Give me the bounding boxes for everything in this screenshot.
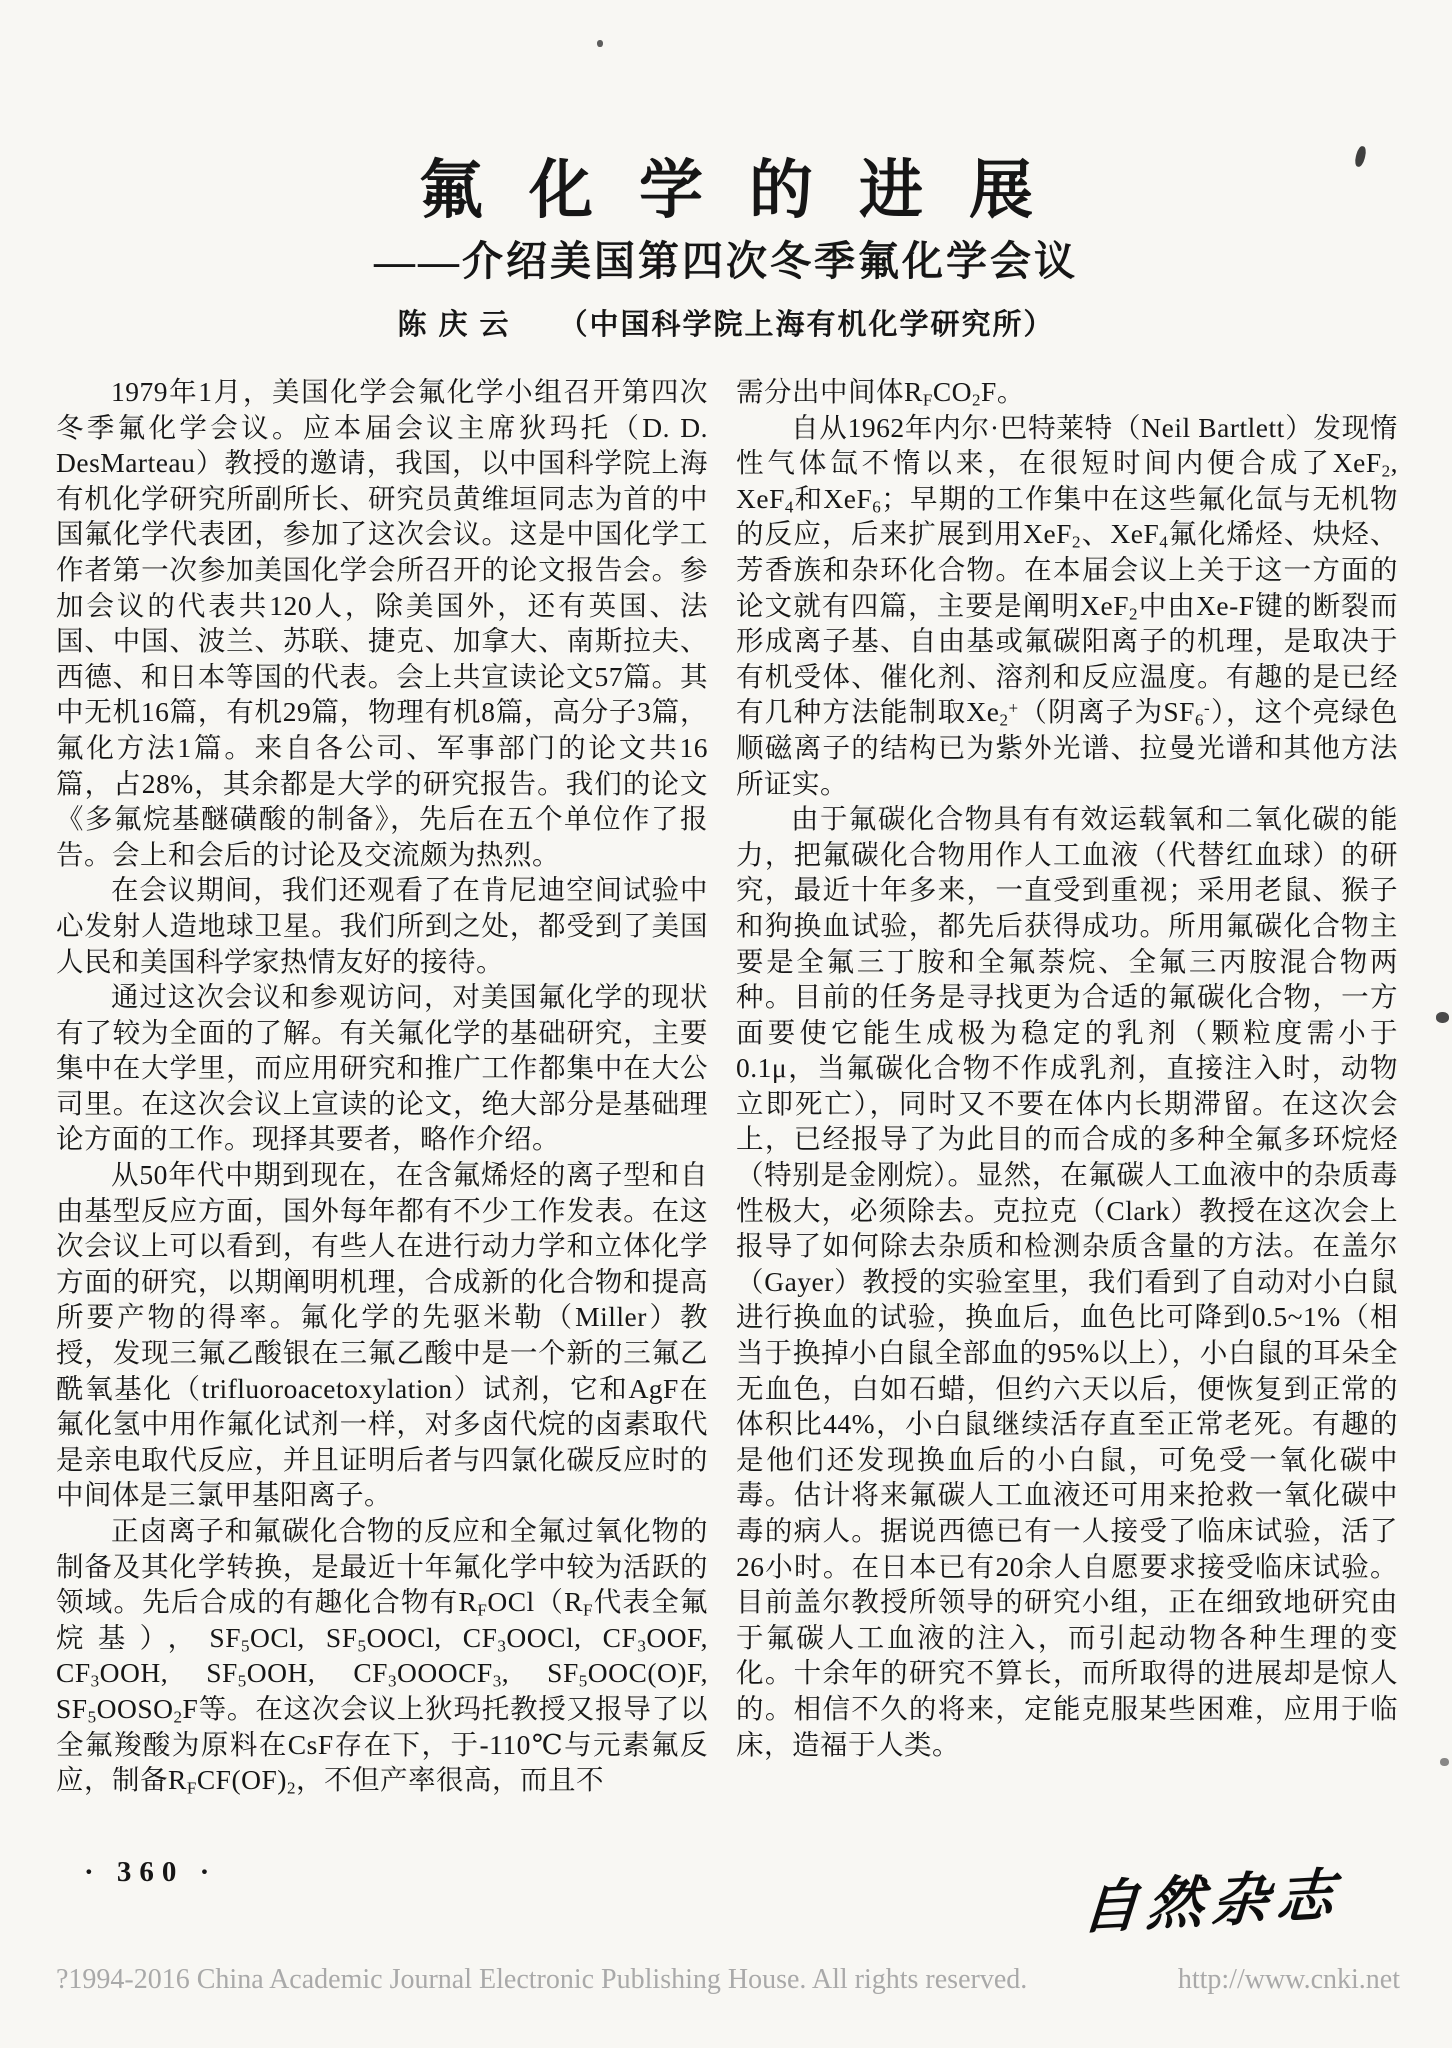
left-text-column [56,374,708,1798]
cnki-url: http://www.cnki.net [1177,1964,1400,1995]
copyright-footer [56,1964,1400,1996]
journal-logo-calligraphy: 自然杂志 [1079,1864,1344,1941]
scan-artifact [597,40,603,47]
paragraph: 通过这次会议和参观访问，对美国氟化学的现状有了较为全面的了解。有关氟化学的基础研究，主要集中在大学里，而应用研究和推广工作都集中在大公司里。在这次会议上宣读的论文，绝大部分是基础理论方面的工作。现择其要者，略作介绍。 [56,981,708,1155]
paragraph: 从50年代中期到现在，在含氟烯烃的离子型和自由基型反应方面，国外每年都有不少工作发表。在这次会议上可以看到，有些人在进行动力学和立体化学方面的研究，以期阐明机理，合成新的化合物和提高所要产物的得率。氟化学的先驱米勒（Miller）教授，发现三氟乙酸银在三氟乙酸中是一个新的三氟乙酰氧基化（trifluoroacetoxylation）试剂，它和AgF在氟化氢中用作氟化试剂一样，对多卤代烷的卤素取代是亲电取代反应，并且证明后者与四氯化碳反应时的中间体是三氯甲基阳离子。 [56,1159,708,1511]
page-number: · 360 · [84,1856,218,1888]
copyright-text: ?1994-2016 China Academic Journal Electronic Publishing House. All rights reserved. [56,1964,1028,1995]
byline [0,302,1452,343]
paragraph: 1979年1月，美国化学会氟化学小组召开第四次冬季氟化学会议。应本届会议主席狄玛托（D. D. DesMarteau）教授的邀请，我国，以中国科学院上海有机化学研究所副所长、研究员黄维垣同志为首的中国氟化学代表团，参加了这次会议。这是中国化学工作者第一次参加美国化学会所召开的论文报告会。参加会议的代表共120人，除美国外，还有英国、法国、中国、波兰、苏联、捷克、加拿大、南斯拉夫、西德、和日本等国的代表。会上共宣读论文57篇。其中无机16篇，有机29篇，物理有机8篇，高分子3篇，氟化方法1篇。来自各公司、军事部门的论文共16篇，占28%，其余都是大学的研究报告。我们的论文《多氟烷基醚磺酸的制备》，先后在五个单位作了报告。会上和会后的讨论及交流颇为热烈。 [56,376,708,870]
scan-artifact [1440,1758,1449,1766]
paragraph: 在会议期间，我们还观看了在肯尼迪空间试验中心发射人造地球卫星。我们所到之处，都受到了美国人民和美国科学家热情友好的接待。 [56,874,708,977]
article-subtitle: ——介绍美国第四次冬季氟化学会议 [374,238,1078,284]
right-text-column [736,374,1398,1762]
paragraph: 由于氟碳化合物具有有效运载氧和二氧化碳的能力，把氟碳化合物用作人工血液（代替红血球）的研究，最近十年多来，一直受到重视；采用老鼠、猴子和狗换血试验，都先后获得成功。所用氟碳化合物主要是全氟三丁胺和全氟萘烷、全氟三丙胺混合物两种。目前的任务是寻找更为合适的氟碳化合物，一方面要使它能生成极为稳定的乳剂（颗粒度需小于0.1μ，当氟碳化合物不作成乳剂，直接注入时，动物立即死亡），同时又不要在体内长期滞留。在这次会上，已经报导了为此目的而合成的多种全氟多环烷烃（特别是金刚烷）。显然，在氟碳人工血液中的杂质毒性极大，必须除去。克拉克（Clark）教授在这次会上报导了如何除去杂质和检测杂质含量的方法。在盖尔（Gayer）教授的实验室里，我们看到了自动对小白鼠进行换血的试验，换血后，血色比可降到0.5~1%（相当于换掉小白鼠全部血的95%以上），小白鼠的耳朵全无血色，白如石蜡，但约六天以后，便恢复到正常的体积比44%，小白鼠继续活存直至正常老死。有趣的是他们还发现换血后的小白鼠，可免受一氧化碳中毒。估计将来氟碳人工血液还可用来抢救一氧化碳中毒的病人。据说西德已有一人接受了临床试验，活了26小时。在日本已有20余人自愿要求接受临床试验。目前盖尔教授所领导的研究小组，正在细致地研究由于氟碳人工血液的注入，而引起动物各种生理的变化。十余年的研究不算长，而所取得的进展却是惊人的。相信不久的将来，定能克服某些困难，应用于临床，造福于人类。 [736,803,1398,1760]
scan-artifact [1436,1012,1449,1023]
paragraph: 需分出中间体$R_FCO_2F$。 [736,376,1025,410]
author-name: 陈庆云 [397,309,521,341]
author-affiliation: （中国科学院上海有机化学研究所） [558,309,1055,341]
article-title: 氟化学的进展 [419,154,1079,226]
paragraph: 正卤离子和氟碳化合物的反应和全氟过氧化物的制备及其化学转换，是最近十年氟化学中较为活跃的领域。先后合成的有趣化合物有$R_FOCl(R_F$代表全氟烷基），$SF_5OCl$, $SF_5OOCl$, $CF_3OOCl$, $CF_3OOF$, $CF_3OOH$, $SF_5OOH$, $CF_3OOOCF_3$, $SF_5OOC(O)F$, $SF_5OOSO_2F$等。在这次会议上狄玛托教授又报导了以全氟羧酸为原料在CsF存在下，于-110℃与元素氟反应，制备$R_FCF(OF)_2$，不但产率很高，而且不 [56,1515,709,1798]
paragraph: 自从1962年内尔·巴特莱特（Neil Bartlett）发现惰性气体氙不惰以来，在很短时间内便合成了XeF$_2$, XeF$_4$和XeF$_6$；早期的工作集中在这些氟化氙与无机物的反应，后来扩展到用XeF$_2$、XeF$_4$氟化烯烃、炔烃、芳香族和杂环化合物。在本届会议上关于这一方面的论文就有四篇，主要是阐明XeF$_2$中由Xe-F键的断裂而形成离子基、自由基或氟碳阳离子的机理，是取决于有机受体、催化剂、溶剂和反应温度。有趣的是已经有几种方法能制取$Xe_2^+$（阴离子为$SF_6^-$），这个亮绿色顺磁离子的结构已为紫外光谱、拉曼光谱和其他方法所证实。 [736,411,1399,799]
